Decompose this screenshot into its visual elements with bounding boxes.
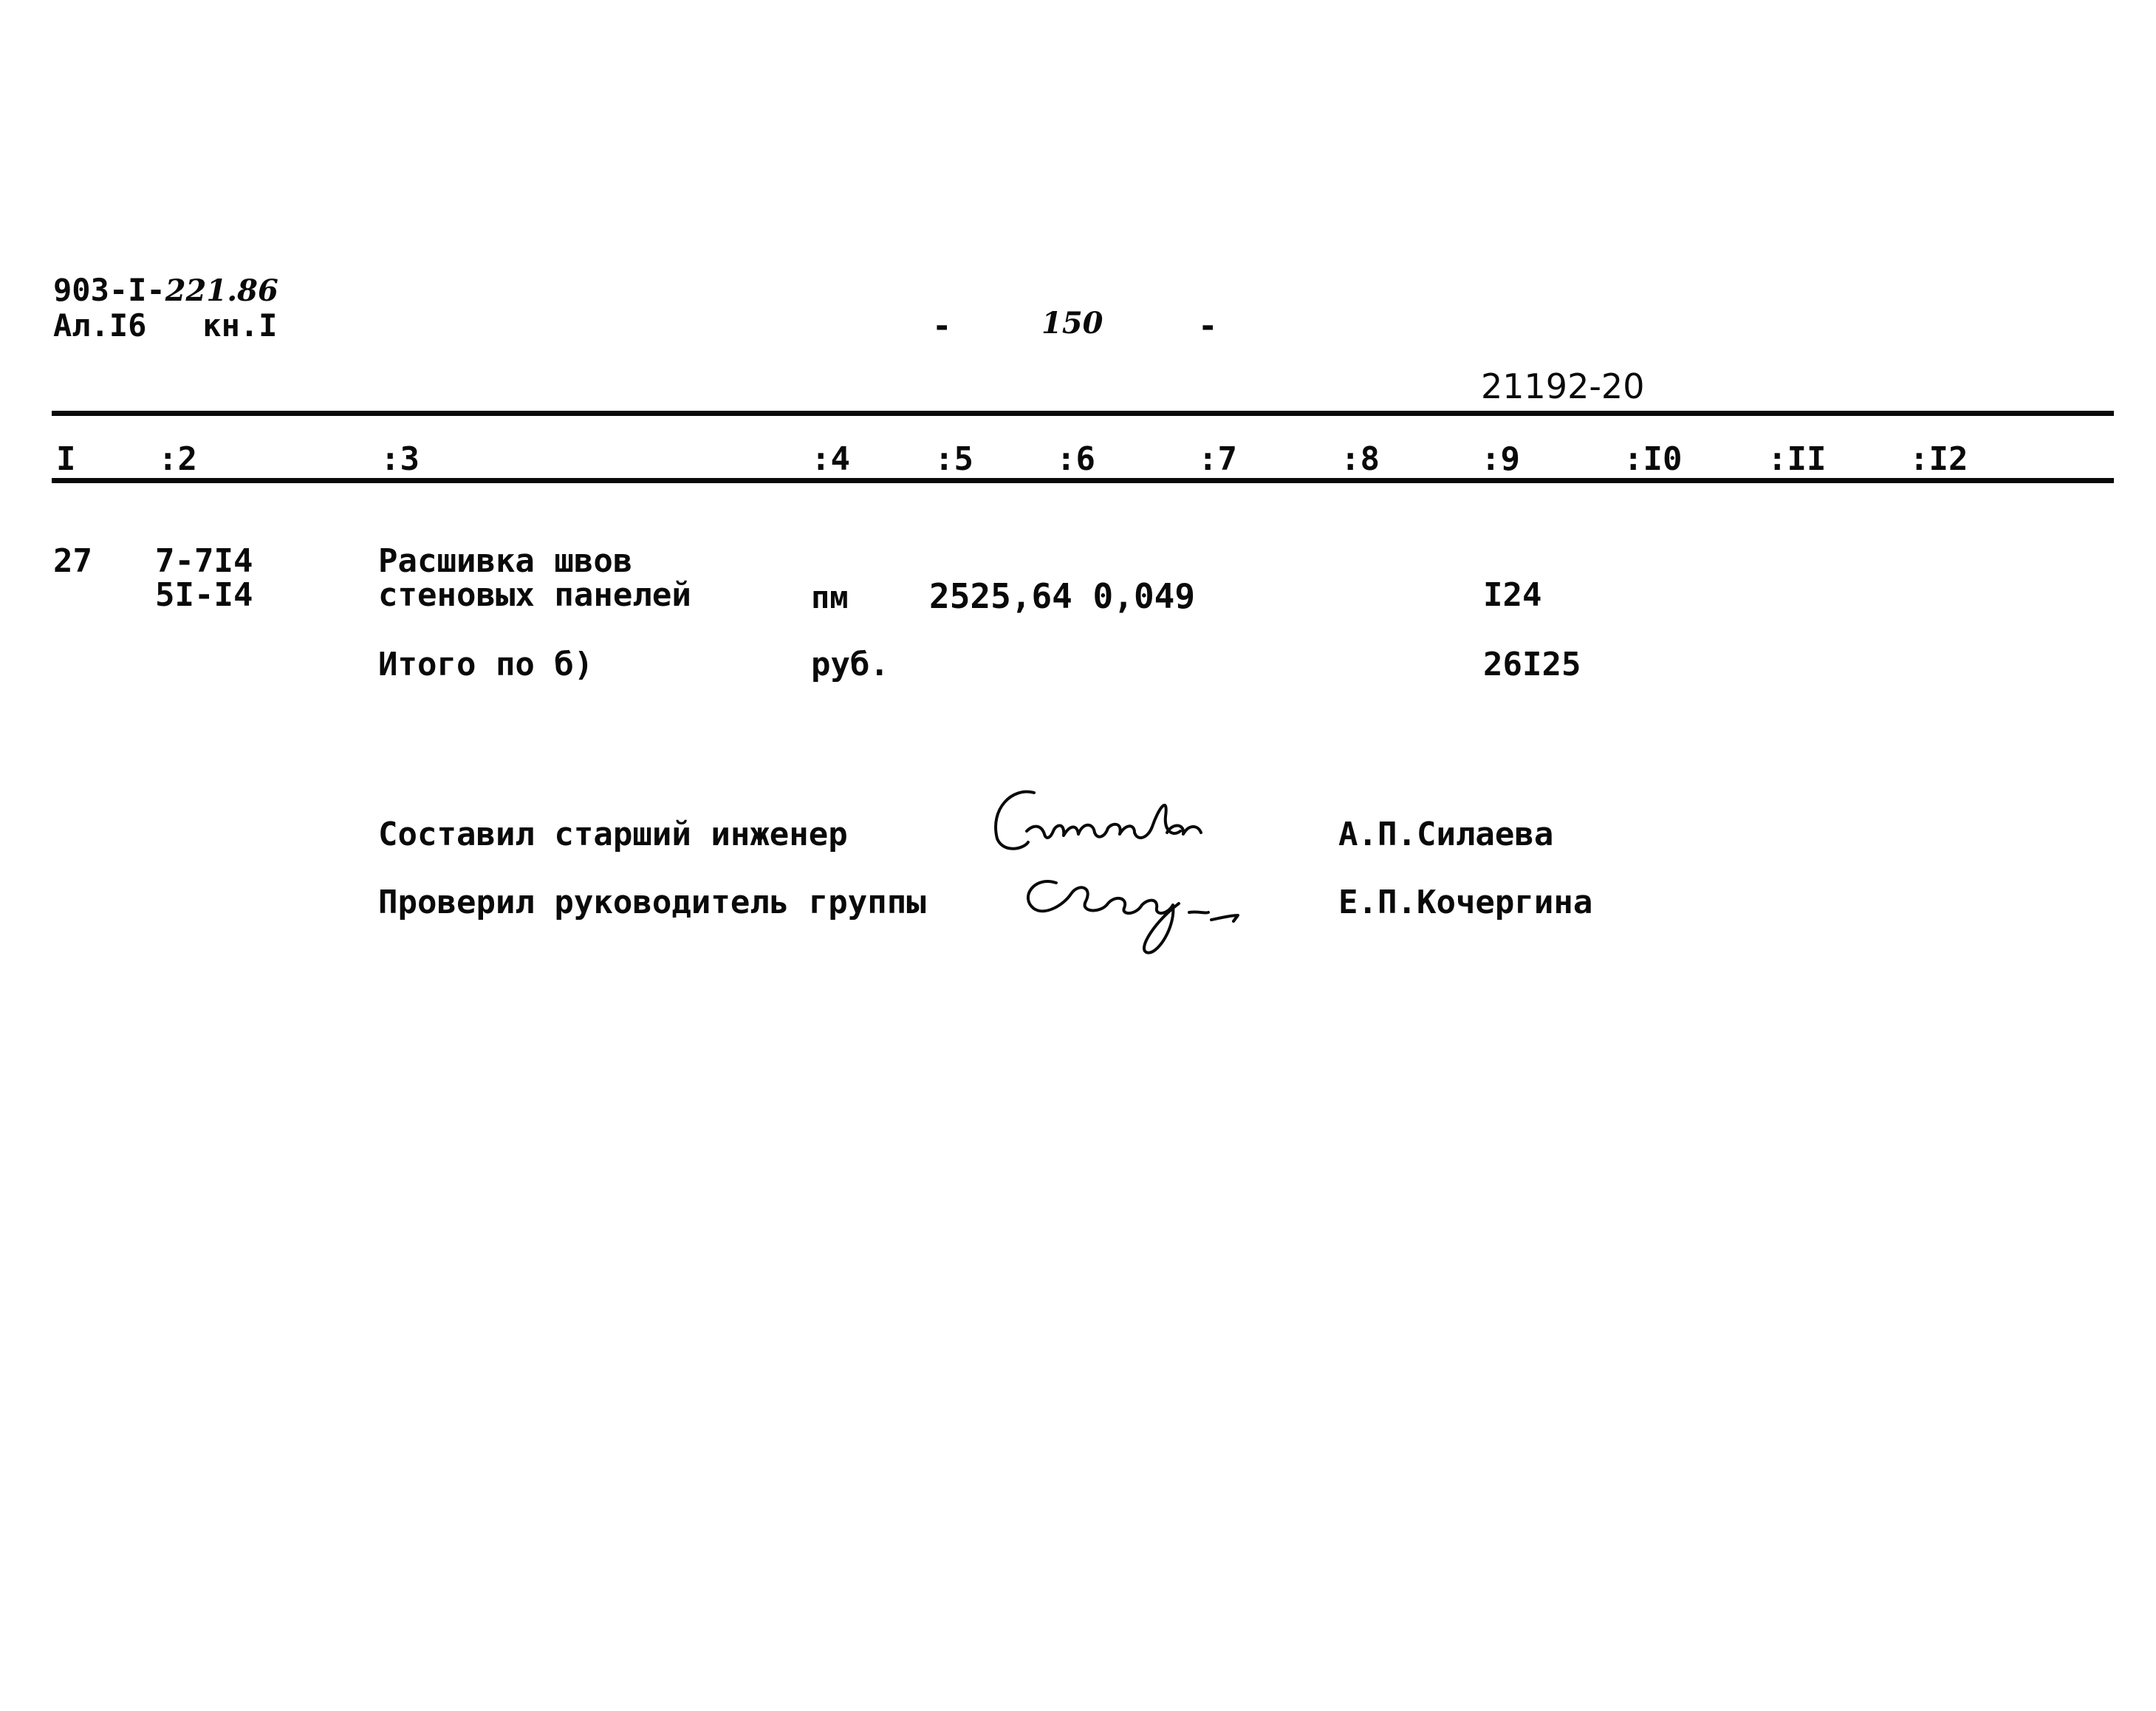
row-cost: I24 <box>1483 576 1542 614</box>
checked-signature <box>1012 861 1307 964</box>
table-header-rule <box>52 478 2114 483</box>
total-value: 26I25 <box>1483 646 1581 683</box>
document-code <box>53 272 278 308</box>
row-name-line2: стеновых панелей <box>378 576 691 614</box>
compiled-signature <box>982 779 1248 868</box>
column-header: :3 <box>380 440 420 478</box>
document-code-handwritten: 221.86 <box>165 273 278 308</box>
row-code-line2: 5I-I4 <box>155 576 253 614</box>
page-dash-left: - <box>932 307 952 345</box>
compiled-role: Составил старший инженер <box>378 816 848 853</box>
column-header: :5 <box>934 440 973 478</box>
column-header: :8 <box>1341 440 1380 478</box>
total-label: Итого по б) <box>378 646 594 683</box>
column-header: :9 <box>1481 440 1520 478</box>
column-header: I <box>56 440 76 478</box>
total-unit: руб. <box>811 646 889 683</box>
row-name-line1: Расшивка швов <box>378 542 633 580</box>
row-quantity-rate: 2525,64 0,049 <box>929 576 1196 616</box>
column-header: :6 <box>1056 440 1095 478</box>
page-dash-right: - <box>1198 307 1218 345</box>
column-header: :2 <box>158 440 197 478</box>
row-code-line1: 7-7I4 <box>155 542 253 580</box>
column-header: :I2 <box>1909 440 1968 478</box>
column-header: :4 <box>811 440 850 478</box>
column-header: :II <box>1767 440 1827 478</box>
checked-role: Проверил руководитель группы <box>378 884 926 921</box>
checked-name: Е.П.Кочергина <box>1338 884 1593 921</box>
page-number: 150 <box>1041 306 1103 341</box>
column-header: :7 <box>1198 440 1237 478</box>
row-unit: пм <box>811 579 849 615</box>
album-line: Ал.I6 кн.I <box>53 307 278 344</box>
column-header: :I0 <box>1623 440 1683 478</box>
inventory-number: 21192-20 <box>1481 366 1645 406</box>
compiled-name: А.П.Силаева <box>1338 816 1554 853</box>
row-number: 27 <box>53 542 92 580</box>
table-top-rule <box>52 411 2114 416</box>
document-code-prefix: 903-I- <box>53 272 165 308</box>
